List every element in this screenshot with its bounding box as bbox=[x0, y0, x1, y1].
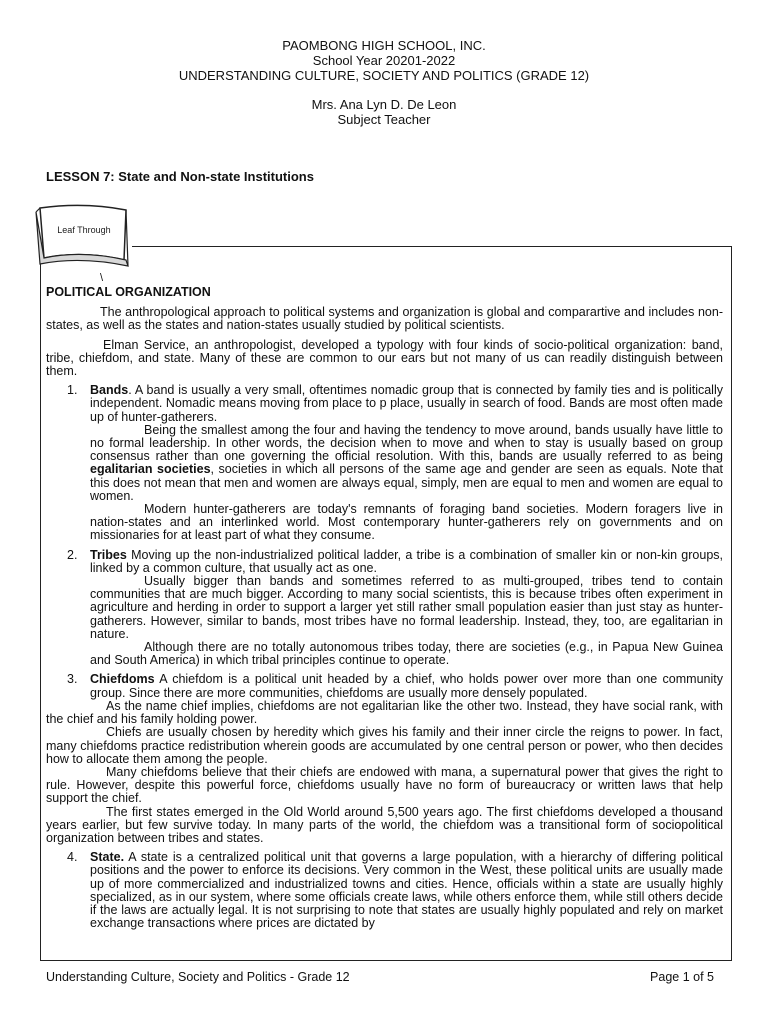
section-title: POLITICAL ORGANIZATION bbox=[46, 285, 211, 299]
subject-title: UNDERSTANDING CULTURE, SOCIETY AND POLITICS (GRADE 12) bbox=[178, 68, 590, 83]
footer-divider bbox=[40, 960, 731, 961]
lesson-title: LESSON 7: State and Non-state Institutions bbox=[46, 169, 314, 184]
list-item-tribes: 2. Tribes Moving up the non-industrialized political ladder, a tribe is a combination of smaller kin or non-kin groups, linked by a common culture, that usually act as one. Usually bigger than bands and sometimes referred to as multi-grouped, tribes tend to contain communities that are much bigger. According to many social scientists, this is because tribes often experiment in agriculture and herding in order to support a larger yet still rather small population easier than just stay as hunter-gatherers. However, similar to bands, most tribes have no formal leadership. Instead, they, too, are egalitarian in nature. Although there are no totally autonomous tribes today, there are societies (e.g., in Papua New Guinea and South America) in which tribal principles continue to operate. bbox=[67, 547, 723, 668]
intro-paragraph-1: The anthropological approach to political systems and organization is global and comparartive and includes non-states, as well as the states and nation-states usually studied by political scientists. bbox=[46, 305, 723, 333]
open-book-icon bbox=[32, 202, 132, 277]
stray-mark: \ bbox=[100, 272, 104, 284]
school-year: School Year 20201-2022 bbox=[312, 53, 456, 68]
list-item-state: 4. State. A state is a centralized political unit that governs a large population, with a hierarchy of differing political positions and the power to enforce its decisions. Very common in the West, these political units are usually made up of more commercialized and industrialized towns and cities. Hence, officials within a state are usually highly specialized, as in our system, where some officials create laws, while others enforce them, while still others decide if the laws are actually legal. It is not surprising to note that states are usually highly populated and rely on market exchange transactions where prices are dictated by bbox=[67, 850, 723, 931]
school-name: PAOMBONG HIGH SCHOOL, INC. bbox=[282, 38, 486, 53]
term-chiefdoms: Chiefdoms bbox=[90, 672, 155, 687]
document-header bbox=[0, 38, 768, 127]
term-bands: Bands bbox=[90, 383, 129, 398]
teacher-name: Mrs. Ana Lyn D. De Leon bbox=[311, 97, 457, 112]
footer-page-number: Page 1 of 5 bbox=[650, 970, 714, 984]
list-item-bands: 1. Bands. A band is usually a very small, oftentimes nomadic group that is connected by family ties and is politically independent. Nomadic means moving from place to p place, usually in search of food. Bands are most often made up of hunter-gatherers. Being the smallest among the four and having the tendency to move around, bands usually have little to no formal leadership. In other words, the decision when to move and when to stay is usually based on group consensus rather than one governing the official resolution. With this, bands are usually referred to as being egalitarian societies, societies in which all persons of the same age and gender are seen as equals. Note that this does not mean that men and women are always equal, simply, men are equal to men and women are equal to women. Modern hunter-gatherers are today's remnants of foraging band societies. Modern foragers live in nation-states and an interlinked world. Most contemporary hunter-gatherers rely on governments and on missionaries for at least part of what they consume. bbox=[67, 383, 723, 543]
intro-paragraph-2: Elman Service, an anthropologist, developed a typology with four kinds of socio-political organization: band, tribe, chiefdom, and state. Many of these are common to our ears but not many of us can readily distinguish between them. bbox=[46, 337, 723, 379]
lesson-body bbox=[46, 286, 723, 936]
term-tribes: Tribes bbox=[90, 547, 127, 562]
organization-list bbox=[46, 384, 723, 930]
term-state: State. bbox=[90, 850, 125, 865]
list-item-chiefdoms: 3. Chiefdoms A chiefdom is a political unit headed by a chief, who holds power over more than one community group. Since there are more communities, chiefdoms are usually more densely populated. As the name chief implies, chiefdoms are not egalitarian like the other two. Instead, they have social rank, with the chief and his family holding power. Chiefs are usually chosen by heredity which gives his family and their inner circle the reigns to power. In fact, many chiefdoms practice redistribution wherein goods are accumulated by one central person or power, who then decides how to allocate them among the people. Many chiefdoms believe that their chiefs are endowed with mana, a supernatural power that gives the right to rule. However, despite this powerful force, chiefdoms usually have no form of bureaucracy or written laws that help support the chief. The first states emerged in the Old World around 5,500 years ago. The first chiefdoms developed a thousand years earlier, but few survive today. In many parts of the world, the chiefdom was a transitional form of sociopolitical organization between tribes and states. bbox=[46, 672, 723, 845]
book-label: Leaf Through bbox=[57, 225, 111, 235]
teacher-role: Subject Teacher bbox=[337, 112, 431, 127]
term-egalitarian: egalitarian societies bbox=[90, 462, 211, 477]
footer-course: Understanding Culture, Society and Politics - Grade 12 bbox=[46, 970, 350, 984]
